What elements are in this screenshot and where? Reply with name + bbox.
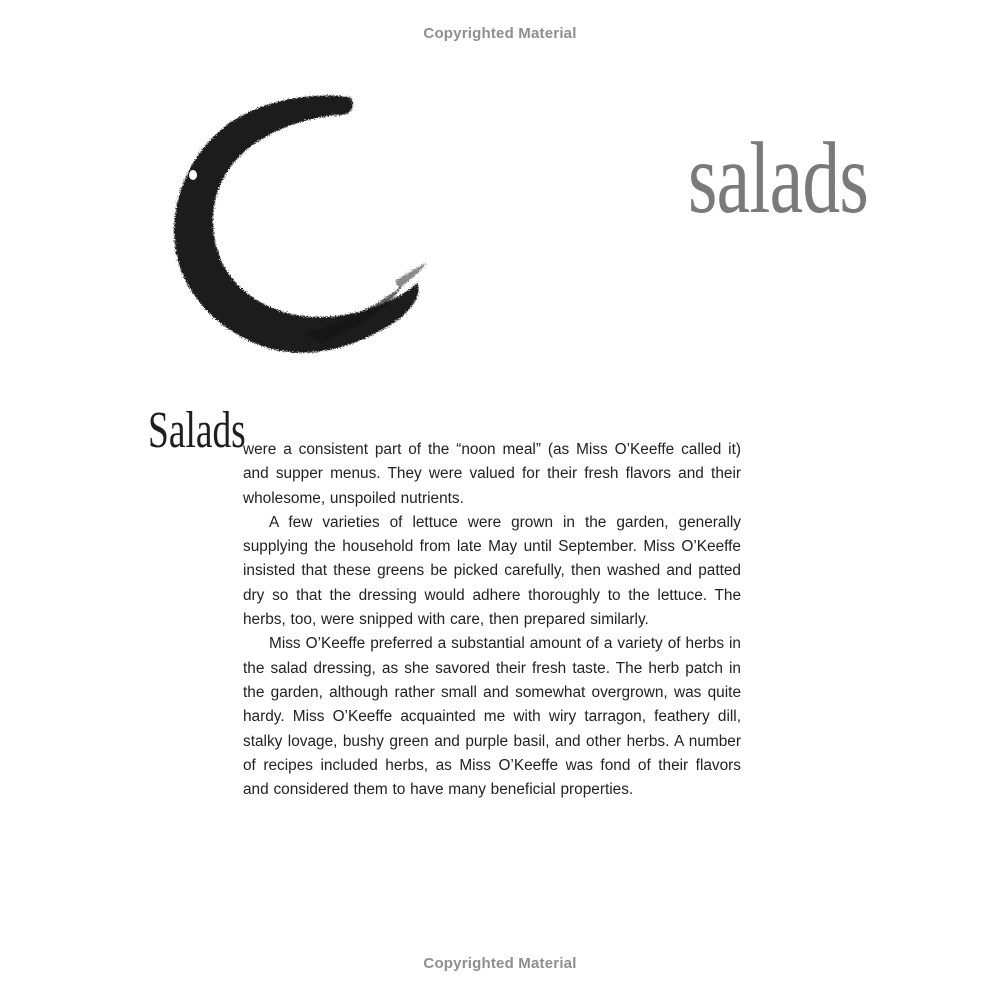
chapter-title: salads [688, 122, 869, 235]
paragraph: Miss O’Keeffe preferred a substantial amount of a variety of herbs in the salad dressing, as she savored their fresh taste. The herb patch in the garden, although rather small and somewhat overgrown, was quite hardy. Miss O’Keeffe acquainted me with wiry tarragon, feathery dill, stalky lovage, bushy green and purple basil, and other herbs. A number of recipes included herbs, as Miss O’Keeffe was fond of their flavors and considered them to have many beneficial properties. [243, 635, 741, 799]
watermark-top: Copyrighted Material [423, 25, 577, 42]
lead-word: Salads [148, 402, 246, 459]
brush-stroke-c-illustration [155, 85, 455, 375]
paragraph: were a consistent part of the “noon meal” (as Miss O’Keeffe called it) and supper menus. They were valued for their fresh flavors and their wholesome, unspoiled nutrients. [243, 441, 741, 507]
paragraph: A few varieties of lettuce were grown in the garden, generally supplying the household from late May until September. Miss O’Keeffe insisted that these greens be picked carefully, then washed and patted dry so that the dressing would adhere thoroughly to the lettuce. The herbs, too, were snipped with care, then prepared similarly. [243, 513, 741, 629]
watermark-bottom: Copyrighted Material [423, 955, 577, 972]
body-text [243, 438, 741, 802]
